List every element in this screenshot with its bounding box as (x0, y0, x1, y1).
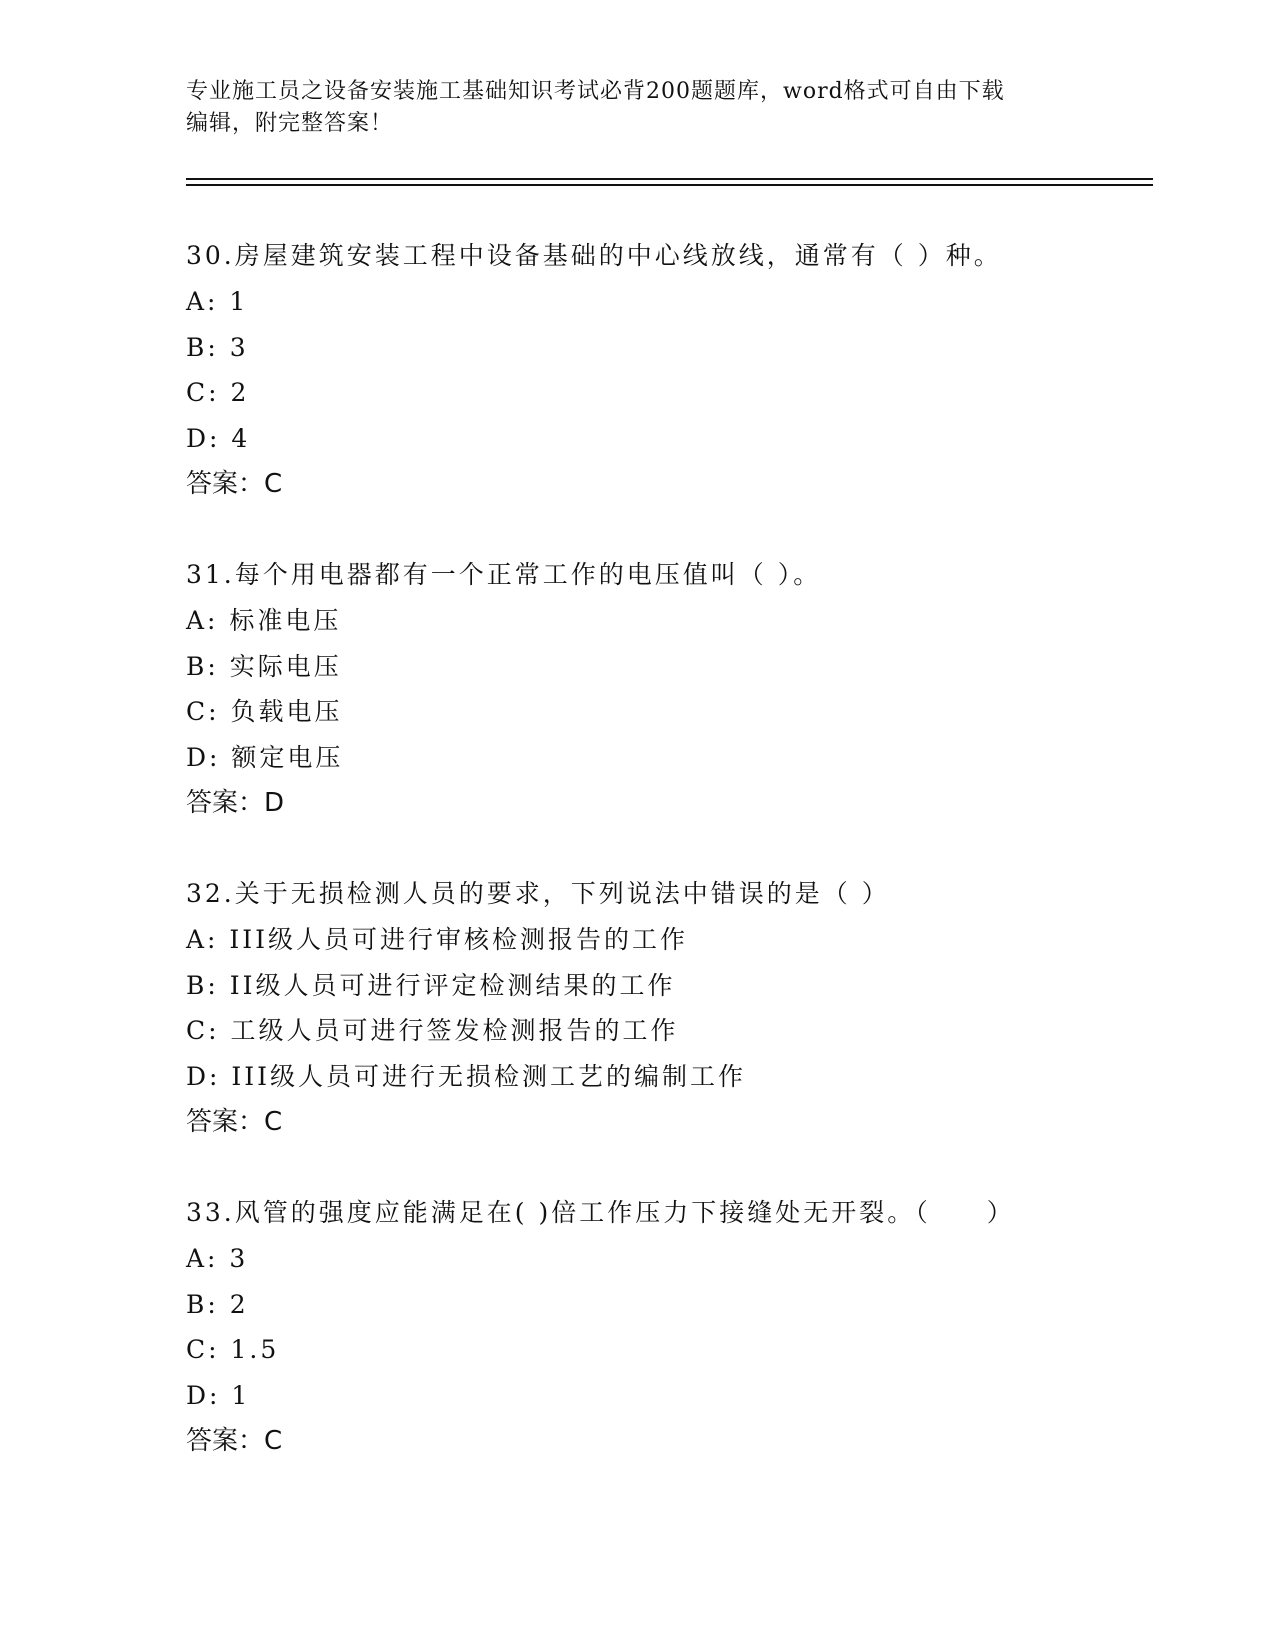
answer: 答案：C (186, 1426, 283, 1456)
option-a: A: 1 (186, 287, 249, 316)
option-c: C: 2 (186, 378, 250, 407)
question-stem: 30.房屋建筑安装工程中设备基础的中心线放线，通常有（ ）种。 (186, 241, 1002, 270)
option-a: A: 标准电压 (186, 606, 342, 635)
question-30 (186, 240, 1166, 510)
option-c: C: 负载电压 (186, 697, 343, 726)
question-stem: 31.每个用电器都有一个正常工作的电压值叫（ ）。 (186, 560, 822, 589)
option-b: B: 3 (186, 332, 249, 362)
answer: 答案：C (186, 469, 283, 499)
option-a: A: III级人员可进行审核检测报告的工作 (186, 925, 689, 954)
document-header (186, 76, 1086, 140)
option-d: D: 4 (186, 423, 251, 453)
question-stem: 32.关于无损检测人员的要求，下列说法中错误的是（ ） (186, 879, 890, 908)
header-divider-bottom (186, 184, 1153, 186)
option-b: B: 实际电压 (186, 651, 342, 681)
option-d: D: 额定电压 (186, 742, 344, 772)
answer: 答案：C (186, 1107, 283, 1137)
question-33 (186, 1197, 1166, 1467)
question-stem: 33.风管的强度应能满足在( )倍工作压力下接缝处无开裂。（ ） (186, 1198, 1015, 1227)
question-31 (186, 559, 1166, 829)
header-divider-top (186, 178, 1153, 180)
option-d: D: III级人员可进行无损检测工艺的编制工作 (186, 1061, 747, 1091)
option-c: C: 1.5 (186, 1335, 280, 1364)
option-b: B: II级人员可进行评定检测结果的工作 (186, 970, 676, 1000)
question-32 (186, 878, 1166, 1148)
header-title-line-1: 专业施工员之设备安装施工基础知识考试必背200题题库，word格式可自由下载 (186, 79, 1005, 104)
option-c: C: 工级人员可进行签发检测报告的工作 (186, 1016, 679, 1045)
header-title-line-2: 编辑，附完整答案！ (186, 111, 394, 136)
answer: 答案：D (186, 788, 285, 818)
option-b: B: 2 (186, 1289, 249, 1319)
option-d: D: 1 (186, 1380, 251, 1410)
option-a: A: 3 (186, 1244, 249, 1273)
